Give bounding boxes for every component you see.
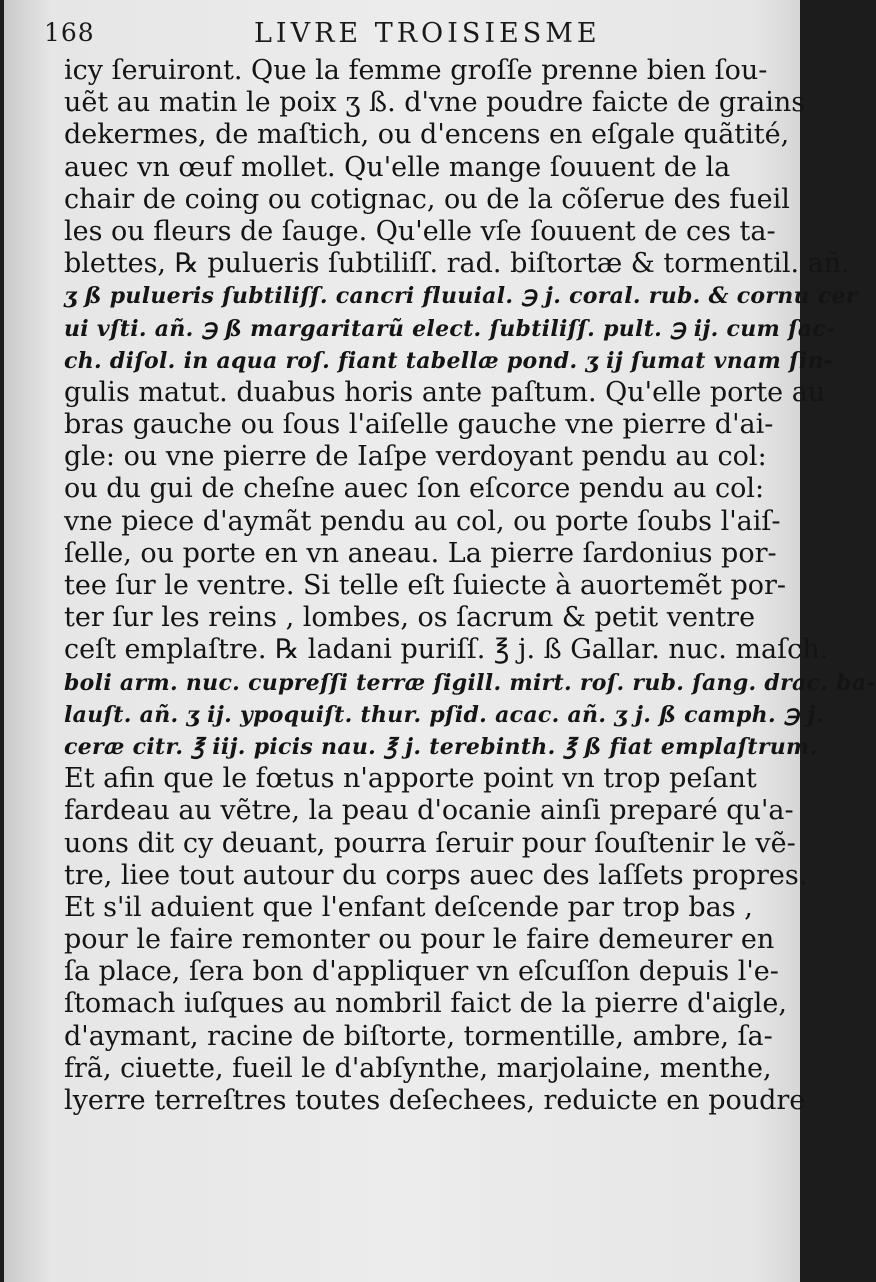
text-line: bras gauche ou ſous l'aiſelle gauche vne pierre d'ai- bbox=[64, 409, 774, 441]
text-line: les ou fleurs de ſauge. Qu'elle vſe ſouuent de ces ta- bbox=[64, 215, 776, 247]
text-line: ceræ citr. ℥ iij. picis nau. ℥ j. terebinth. ℥ ß fiat emplaſtrum. bbox=[64, 733, 818, 760]
text-line: vne piece d'aymãt pendu au col, ou porte ſoubs l'aiſ- bbox=[64, 505, 781, 537]
text-line: ſelle, ou porte en vn aneau. La pierre ſardonius por- bbox=[64, 537, 777, 569]
page-header bbox=[44, 14, 784, 50]
text-line: dekermes, de maſtich, ou d'encens en eſgale quãtité, bbox=[64, 119, 790, 151]
text-line: chair de coing ou cotignac, ou de la cõſerue des fueil bbox=[64, 183, 790, 215]
text-line: lauſt. añ. ʒ ij. ypoquiſt. thur. pſid. acac. añ. ʒ j. ß camph. ℈ j. bbox=[64, 701, 824, 728]
text-line: tre, liee tout autour du corps auec des laſſets propres. bbox=[64, 859, 808, 891]
text-line: Et afin que le fœtus n'apporte point vn trop peſant bbox=[64, 763, 757, 795]
text-line: ſa place, ſera bon d'appliquer vn eſcuſſon depuis l'e- bbox=[64, 956, 779, 988]
text-line: ʒ ß pulueris ſubtiliſſ. cancri fluuial. ℈ j. coral. rub. & cornu cer bbox=[64, 283, 858, 310]
running-head: LIVRE TROISIESME bbox=[254, 18, 601, 49]
text-line: ter ſur les reins , lombes, os ſacrum & petit ventre bbox=[64, 602, 756, 634]
text-line: uẽt au matin le poix ʒ ß. d'vne poudre faicte de grains bbox=[64, 87, 806, 119]
text-line: blettes, ℞ pulueris ſubtiliſſ. rad. biſtortæ & tormentil. añ. bbox=[64, 248, 850, 280]
text-line: icy ſeruiront. Que la femme groſſe prenne bien ſou- bbox=[64, 55, 768, 86]
text-line: ou du gui de cheſne auec ſon eſcorce pendu au col: bbox=[64, 473, 765, 505]
text-line: lyerre terreſtres toutes deſechees, reduicte en poudre bbox=[64, 1085, 806, 1116]
text-line: ceſt emplaſtre. ℞ ladani puriſſ. ℥ j. ß Gallar. nuc. maſch. bbox=[64, 634, 829, 666]
book-page bbox=[4, 0, 876, 1282]
text-line: Et s'il aduient que l'enfant deſcende par trop bas , bbox=[64, 891, 753, 923]
text-line: frã, ciuette, fueil le d'abſynthe, marjolaine, menthe, bbox=[64, 1052, 772, 1084]
text-line: ch. diſol. in aqua roſ. fiant tabellæ pond. ʒ ij ſumat vnam ſin- bbox=[64, 347, 834, 374]
text-line: boli arm. nuc. cupreſſi terræ ſigill. mirt. roſ. rub. ſang. drac. ba- bbox=[64, 669, 876, 696]
text-line: tee ſur le ventre. Si telle eſt ſuiecte à auortemẽt por- bbox=[64, 570, 787, 601]
text-line: gle: ou vne pierre de Iaſpe verdoyant pendu au col: bbox=[64, 441, 767, 473]
text-line: fardeau au vẽtre, la peau d'ocanie ainſi preparé qu'a- bbox=[64, 795, 794, 827]
text-line: gulis matut. duabus horis ante paſtum. Qu'elle porte au bbox=[64, 376, 826, 408]
text-line: d'aymant, racine de biſtorte, tormentille, ambre, ſa- bbox=[64, 1020, 773, 1052]
page-number: 168 bbox=[44, 18, 95, 47]
text-line: uons dit cy deuant, pourra ſeruir pour ſouſtenir le vẽ- bbox=[64, 827, 796, 859]
text-line: auec vn œuf mollet. Qu'elle mange ſouuent de la bbox=[64, 151, 731, 183]
text-line: pour le faire remonter ou pour le faire demeurer en bbox=[64, 924, 775, 956]
text-line: ſtomach iuſques au nombril faict de la pierre d'aigle, bbox=[64, 988, 787, 1020]
body-text bbox=[64, 55, 876, 1117]
text-line: ui vſti. añ. ℈ ß margaritarũ elect. ſubtiliſſ. pult. ℈ ij. cum ſac- bbox=[64, 315, 836, 342]
